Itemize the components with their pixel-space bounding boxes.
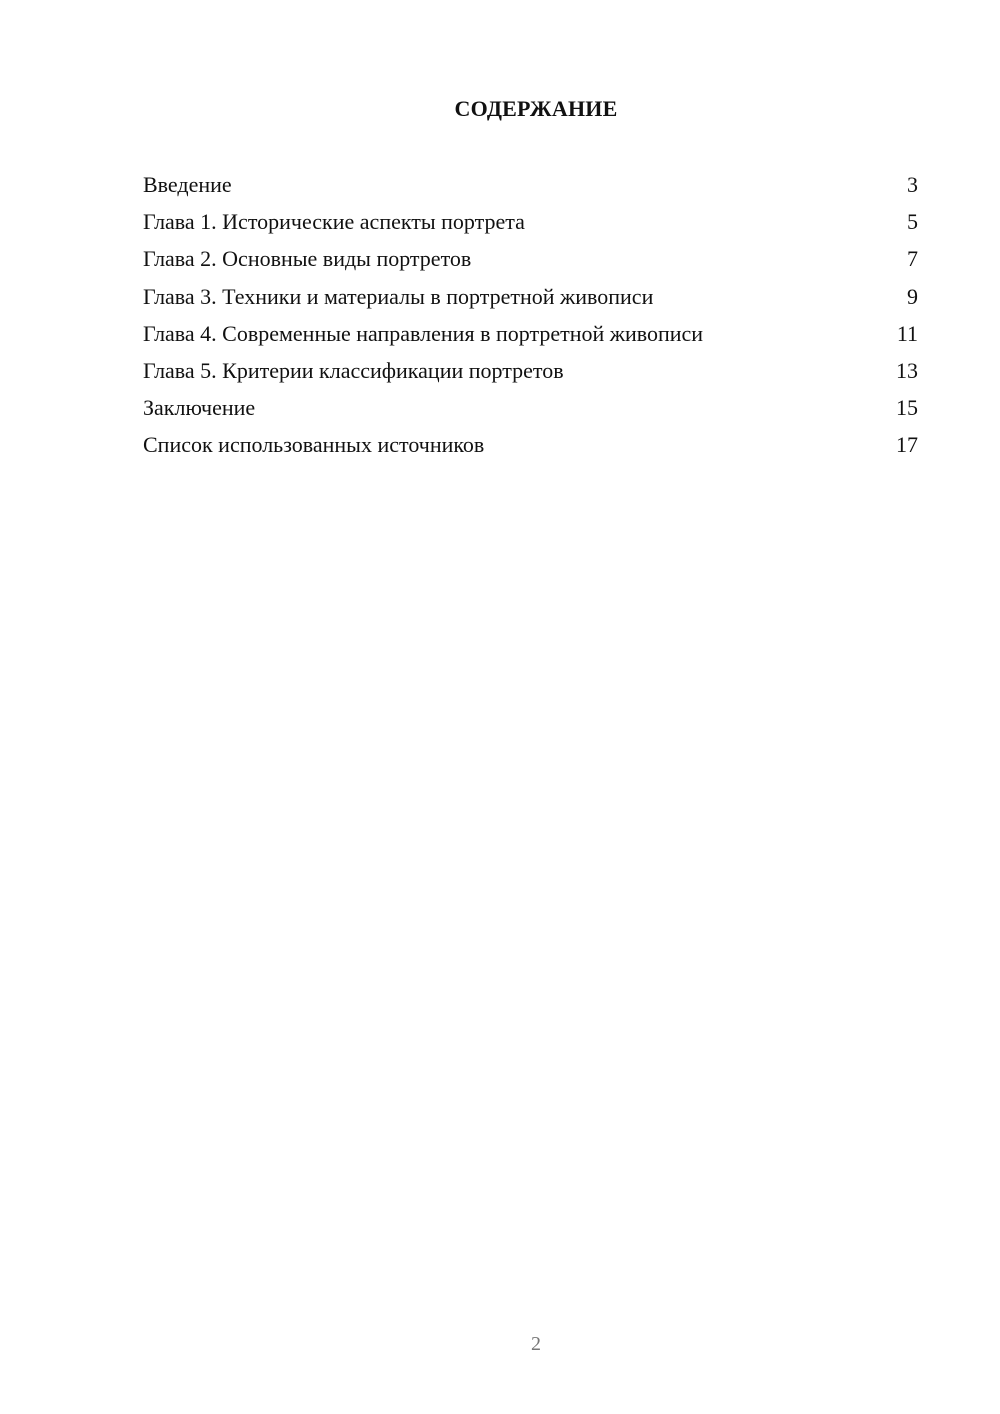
toc-entry-title: Введение <box>143 172 232 197</box>
toc-entry-title: Глава 3. Техники и материалы в портретной живописи <box>143 283 654 309</box>
toc-entry-title: Глава 5. Критерии классификации портретов <box>143 357 564 383</box>
toc-entry <box>143 428 918 465</box>
toc-entry-page: 11 <box>896 320 918 346</box>
toc-entry-page: 9 <box>907 283 918 309</box>
toc-entry-page: 15 <box>896 395 918 421</box>
toc-entry-title: Заключение <box>143 395 256 421</box>
toc-entry <box>143 354 918 391</box>
toc-entry-page: 7 <box>907 246 918 272</box>
toc-entry-page: 13 <box>896 357 918 383</box>
toc-entry <box>143 242 918 279</box>
toc-entry <box>143 205 918 242</box>
toc-entry-page: 17 <box>896 432 918 458</box>
toc-entry-title: Глава 2. Основные виды портретов <box>143 246 472 272</box>
toc-entry-title: Список использованных источников <box>143 432 485 458</box>
toc-entry <box>143 317 918 354</box>
toc-entry-page: 3 <box>907 172 918 197</box>
toc-entry-title: Глава 4. Современные направления в портретной живописи <box>143 320 704 346</box>
toc-entry-page: 5 <box>907 209 918 235</box>
toc-entry <box>143 391 918 428</box>
page-number: 2 <box>531 1333 541 1355</box>
toc-list <box>143 168 918 466</box>
toc-entry <box>143 168 918 205</box>
toc-title: СОДЕРЖАНИЕ <box>454 96 618 121</box>
toc-entry <box>143 280 918 317</box>
toc-entry-title: Глава 1. Исторические аспекты портрета <box>143 209 525 235</box>
